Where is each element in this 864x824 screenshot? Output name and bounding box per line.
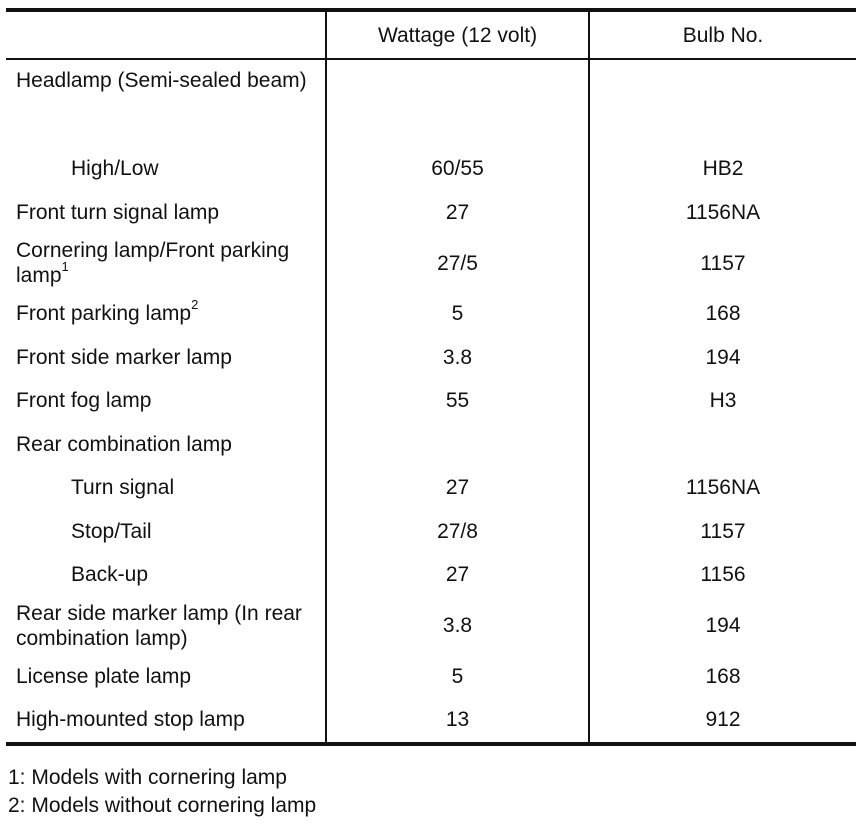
bulb-number-cell: 168 [589,292,856,336]
table-row [6,655,856,699]
bulb-number-cell: 1157 [589,234,856,292]
wattage-cell: 27 [326,191,589,235]
lamp-name-cell [6,59,326,147]
wattage-cell: 3.8 [326,597,589,655]
lamp-name-cell [6,234,326,292]
lamp-name: High-mounted stop lamp [16,708,245,732]
wattage-cell: 27 [326,553,589,597]
table-row [6,466,856,510]
lamp-name-cell [6,423,326,467]
lamp-name: Turn signal [71,476,175,500]
lamp-name-cell [6,466,326,510]
bulb-number-cell: 1156 [589,553,856,597]
table-row [6,597,856,655]
bulb-number-cell: 194 [589,336,856,380]
table-row [6,234,856,292]
bulb-number-cell: 1157 [589,510,856,554]
lamp-name-cell [6,597,326,655]
wattage-cell: 55 [326,379,589,423]
footnote-marker: 2 [191,297,199,313]
table-body [6,59,856,742]
lamp-name: Front side marker lamp [16,345,232,369]
column-header-bulb-no: Bulb No. [589,12,856,59]
table-row [6,698,856,742]
footnote-1: 1: Models with cornering lamp [8,766,287,789]
wattage-cell: 27 [326,466,589,510]
wattage-cell: 27/8 [326,510,589,554]
wattage-cell: 60/55 [326,147,589,191]
bulb-specification-table [6,12,856,742]
table-row [6,147,856,191]
table-row [6,510,856,554]
table-row [6,423,856,467]
lamp-name: Stop/Tail [71,519,152,543]
lamp-name: License plate lamp [16,664,192,688]
table-row [6,191,856,235]
wattage-cell: 13 [326,698,589,742]
table-row [6,336,856,380]
lamp-name: Front parking lamp [16,302,192,326]
lamp-name: High/Low [71,157,159,181]
wattage-cell: 3.8 [326,336,589,380]
column-header-wattage: Wattage (12 volt) [326,12,589,59]
lamp-name: Rear side marker lamp (In rear combination lamp) [16,601,302,650]
lamp-name-cell [6,379,326,423]
lamp-name: Headlamp (Semi-sealed beam) [16,69,307,92]
table-row [6,292,856,336]
bulb-number-cell: 1156NA [589,191,856,235]
bulb-number-cell: 168 [589,655,856,699]
table-header-row [6,12,856,59]
wattage-cell [326,59,589,147]
lamp-name: Rear combination lamp [16,432,232,456]
wattage-cell: 27/5 [326,234,589,292]
footnote-2: 2: Models without cornering lamp [8,794,317,817]
table-row [6,553,856,597]
lamp-name-cell [6,698,326,742]
bulb-number-cell: H3 [589,379,856,423]
lamp-name-cell [6,147,326,191]
table-row [6,59,856,147]
bulb-number-cell: 194 [589,597,856,655]
wattage-cell [326,423,589,467]
lamp-name-cell [6,510,326,554]
footnote-marker: 1 [61,259,69,274]
wattage-cell: 5 [326,655,589,699]
lamp-name-cell [6,336,326,380]
footnotes [8,764,316,820]
lamp-name: Front fog lamp [16,389,152,413]
lamp-name: Front turn signal lamp [16,200,220,224]
wattage-cell: 5 [326,292,589,336]
lamp-name-cell [6,191,326,235]
bulb-number-cell: 1156NA [589,466,856,510]
bulb-specification-table-frame [6,8,856,746]
bulb-number-cell: HB2 [589,147,856,191]
bulb-number-cell [589,59,856,147]
lamp-name: Cornering lamp/Front parking lamp [16,239,290,287]
bulb-number-cell [589,423,856,467]
lamp-name: Back-up [71,563,149,587]
table-row [6,379,856,423]
bulb-number-cell: 912 [589,698,856,742]
lamp-name-cell [6,292,326,336]
lamp-name-cell [6,655,326,699]
column-header-item [6,12,326,59]
lamp-name-cell [6,553,326,597]
